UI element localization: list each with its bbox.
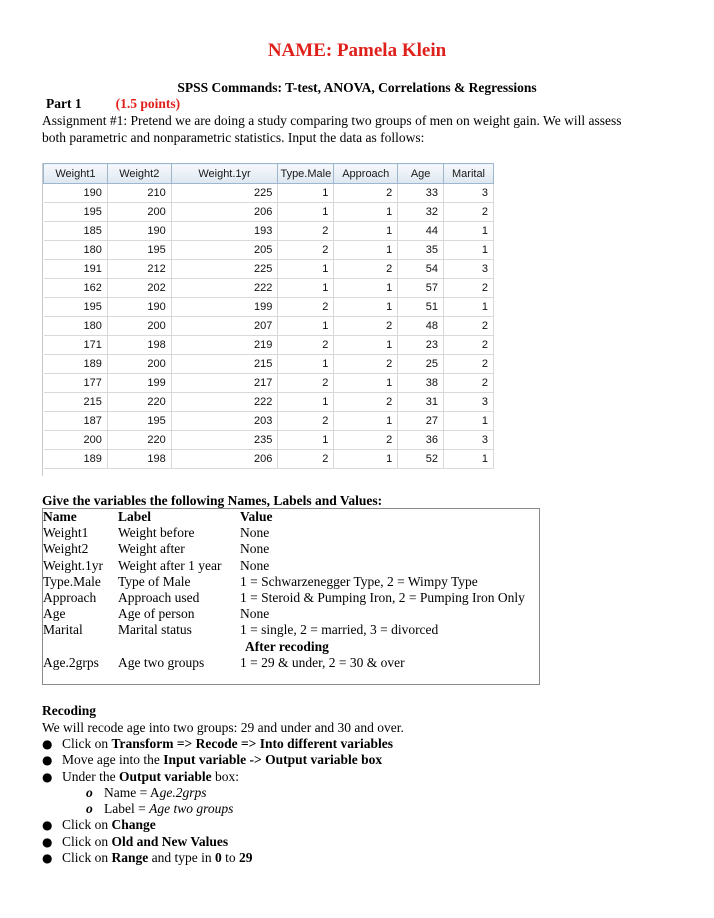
table-cell: 205 <box>171 241 278 260</box>
table-cell: Age.2grps <box>43 654 99 670</box>
table-cell: 1 <box>444 412 494 431</box>
table-cell: 191 <box>44 260 108 279</box>
table-cell: 195 <box>44 203 108 222</box>
table-cell: 171 <box>44 336 108 355</box>
table-cell: 23 <box>398 336 444 355</box>
table-cell: 1 = Steroid & Pumping Iron, 2 = Pumping Iron Only <box>240 590 525 606</box>
column-header: Weight.1yr <box>171 164 278 184</box>
table-cell: 1 = single, 2 = married, 3 = divorced <box>240 622 439 638</box>
list-item: ● Click on Old and New Values <box>42 834 393 850</box>
table-cell: 190 <box>107 222 171 241</box>
table-cell: 2 <box>444 336 494 355</box>
table-cell: 2 <box>334 260 398 279</box>
table-cell: 200 <box>107 317 171 336</box>
table-cell: None <box>240 557 270 573</box>
table-cell: 44 <box>398 222 444 241</box>
table-row <box>44 241 494 260</box>
column-header: Marital <box>444 164 494 184</box>
recoding-intro: We will recode age into two groups: 29 and under and 30 and over. <box>42 720 404 735</box>
table-cell: None <box>240 541 270 557</box>
table-cell: None <box>240 606 270 622</box>
header-name: Name <box>43 509 77 524</box>
table-cell: 1 <box>334 241 398 260</box>
list-item: ● Click on Range and type in 0 to 29 <box>42 850 393 866</box>
table-cell: 2 <box>334 393 398 412</box>
table-cell: 2 <box>444 374 494 393</box>
table-cell: 1 <box>334 222 398 241</box>
table-cell: 198 <box>107 450 171 469</box>
table-cell: 193 <box>171 222 278 241</box>
table-cell: 1 <box>334 203 398 222</box>
table-cell: 1 <box>278 203 334 222</box>
table-cell: 2 <box>278 241 334 260</box>
table-cell: 235 <box>171 431 278 450</box>
spss-table <box>43 163 494 469</box>
table-cell: 1 = 29 & under, 2 = 30 & over <box>240 654 405 670</box>
page-title: NAME: Pamela Klein <box>267 40 447 61</box>
table-row <box>44 260 494 279</box>
table-cell: 198 <box>107 336 171 355</box>
table-cell: 33 <box>398 184 444 203</box>
table-row <box>44 450 494 469</box>
table-cell: 1 <box>334 450 398 469</box>
column-header: Weight1 <box>44 164 108 184</box>
table-row <box>43 525 539 541</box>
table-cell: 220 <box>107 393 171 412</box>
table-cell: 36 <box>398 431 444 450</box>
list-subitem: o Name = Age.2grps <box>42 785 393 801</box>
table-cell: 222 <box>171 279 278 298</box>
table-cell: 190 <box>107 298 171 317</box>
table-cell: Weight.1yr <box>43 557 104 573</box>
table-cell: 190 <box>44 184 108 203</box>
table-cell: 200 <box>107 355 171 374</box>
table-cell: Approach used <box>118 590 200 606</box>
table-cell: 1 <box>334 412 398 431</box>
table-cell: 185 <box>44 222 108 241</box>
table-cell: 225 <box>171 260 278 279</box>
table-cell: Weight after 1 year <box>118 557 222 573</box>
table-cell: 31 <box>398 393 444 412</box>
table-cell: 57 <box>398 279 444 298</box>
table-cell: Weight after <box>118 541 185 557</box>
table-cell: 1 <box>278 355 334 374</box>
table-cell: 2 <box>444 355 494 374</box>
table-cell: 2 <box>444 203 494 222</box>
table-row <box>43 606 539 622</box>
list-item: ● Move age into the Input variable -> Output variable box <box>42 752 393 768</box>
table-cell: 222 <box>171 393 278 412</box>
table-cell: 189 <box>44 355 108 374</box>
table-cell: 54 <box>398 260 444 279</box>
table-cell: 1 <box>444 450 494 469</box>
table-cell: 1 = Schwarzenegger Type, 2 = Wimpy Type <box>240 573 478 589</box>
table-cell: 177 <box>44 374 108 393</box>
table-cell: 2 <box>444 317 494 336</box>
table-cell: Weight1 <box>43 525 89 541</box>
table-cell: 1 <box>444 298 494 317</box>
table-row <box>43 574 539 590</box>
table-cell: 38 <box>398 374 444 393</box>
table-cell: 48 <box>398 317 444 336</box>
document-subtitle: SPSS Commands: T-test, ANOVA, Correlations & Regressions <box>177 80 537 95</box>
table-cell: 219 <box>171 336 278 355</box>
table-cell: 1 <box>444 241 494 260</box>
table-cell: 200 <box>107 203 171 222</box>
table-row <box>44 184 494 203</box>
table-cell: 1 <box>444 222 494 241</box>
table-cell: Weight2 <box>43 541 89 557</box>
list-item: ● Under the Output variable box: <box>42 769 393 785</box>
table-cell: 3 <box>444 393 494 412</box>
table-cell: 1 <box>278 184 334 203</box>
table-cell: 225 <box>171 184 278 203</box>
table-cell: 2 <box>278 450 334 469</box>
table-row <box>44 317 494 336</box>
table-cell: 202 <box>107 279 171 298</box>
table-cell: Age of person <box>118 606 195 622</box>
header-value: Value <box>240 509 273 524</box>
variables-heading: Give the variables the following Names, Labels and Values: <box>42 493 383 508</box>
table-cell: 2 <box>278 298 334 317</box>
table-row <box>44 203 494 222</box>
table-cell: 35 <box>398 241 444 260</box>
table-cell: 215 <box>44 393 108 412</box>
table-row <box>43 590 539 606</box>
table-cell: Age two groups <box>118 654 205 670</box>
table-cell: 1 <box>278 317 334 336</box>
list-item: ● Click on Change <box>42 817 393 833</box>
table-cell: 2 <box>278 374 334 393</box>
table-cell: 1 <box>278 260 334 279</box>
table-cell: 189 <box>44 450 108 469</box>
table-cell: 27 <box>398 412 444 431</box>
table-cell: 52 <box>398 450 444 469</box>
table-cell: 212 <box>107 260 171 279</box>
table-cell: 207 <box>171 317 278 336</box>
table-row <box>43 541 539 557</box>
list-subitem: o Label = Age two groups <box>42 801 393 817</box>
table-row <box>43 655 539 671</box>
table-cell: 2 <box>444 279 494 298</box>
table-cell: 195 <box>44 298 108 317</box>
table-row <box>44 412 494 431</box>
table-cell: Type of Male <box>118 573 191 589</box>
table-cell: 1 <box>334 298 398 317</box>
table-cell: 206 <box>171 203 278 222</box>
table-cell: 206 <box>171 450 278 469</box>
table-cell <box>43 639 118 655</box>
table-cell: Approach <box>43 590 97 606</box>
table-cell: None <box>240 525 270 541</box>
assignment-line-1: Assignment #1: Pretend we are doing a study comparing two groups of men on weight gain. We will assess <box>42 113 622 128</box>
table-cell: 2 <box>334 355 398 374</box>
table-cell: 195 <box>107 241 171 260</box>
table-cell: 1 <box>334 374 398 393</box>
table-cell: Age <box>43 606 66 622</box>
table-row <box>44 336 494 355</box>
table-cell: 187 <box>44 412 108 431</box>
table-cell: 32 <box>398 203 444 222</box>
table-cell: 3 <box>444 431 494 450</box>
table-cell: Type.Male <box>43 573 101 589</box>
header-label: Label <box>118 509 152 524</box>
table-cell: 199 <box>107 374 171 393</box>
part-heading <box>46 96 180 112</box>
table-row <box>44 279 494 298</box>
table-cell: 203 <box>171 412 278 431</box>
variables-table <box>42 508 540 685</box>
table-row <box>44 298 494 317</box>
table-cell: 25 <box>398 355 444 374</box>
column-header: Age <box>398 164 444 184</box>
table-cell: 180 <box>44 241 108 260</box>
table-cell: 199 <box>171 298 278 317</box>
list-item: ● Click on Transform => Recode => Into different variables <box>42 736 393 752</box>
table-cell: 1 <box>278 393 334 412</box>
table-row <box>44 431 494 450</box>
table-cell: Weight before <box>118 525 195 541</box>
table-row <box>43 558 539 574</box>
recoding-heading: Recoding <box>42 703 96 718</box>
table-cell: 2 <box>334 431 398 450</box>
table-cell: 1 <box>334 279 398 298</box>
table-row <box>43 622 539 638</box>
table-cell: 3 <box>444 184 494 203</box>
recoding-steps <box>42 736 393 866</box>
part-label: Part 1 <box>46 96 82 111</box>
table-row <box>44 393 494 412</box>
assignment-paragraph <box>42 112 682 146</box>
after-recoding-label: After recoding <box>245 638 329 654</box>
table-cell: 2 <box>278 412 334 431</box>
table-cell: 215 <box>171 355 278 374</box>
table-cell: 162 <box>44 279 108 298</box>
assignment-line-2: both parametric and nonparametric statistics. Input the data as follows: <box>42 130 425 145</box>
column-header: Type.Male <box>278 164 334 184</box>
table-cell: 2 <box>334 317 398 336</box>
column-header: Approach <box>334 164 398 184</box>
table-cell: 217 <box>171 374 278 393</box>
table-cell: 200 <box>44 431 108 450</box>
table-row <box>44 355 494 374</box>
after-recoding-row <box>43 639 539 655</box>
table-cell: 2 <box>278 222 334 241</box>
column-header: Weight2 <box>107 164 171 184</box>
spss-data-grid <box>42 163 494 476</box>
table-cell: Marital status <box>118 622 192 638</box>
table-cell: 3 <box>444 260 494 279</box>
table-cell: 1 <box>278 431 334 450</box>
part-points: (1.5 points) <box>115 96 181 111</box>
table-cell: 180 <box>44 317 108 336</box>
table-row <box>44 374 494 393</box>
table-cell: 1 <box>278 279 334 298</box>
table-cell: 2 <box>278 336 334 355</box>
table-cell <box>118 639 240 655</box>
table-cell: 51 <box>398 298 444 317</box>
table-row <box>44 222 494 241</box>
table-cell: 210 <box>107 184 171 203</box>
table-cell: 220 <box>107 431 171 450</box>
variables-header-row <box>43 509 539 525</box>
table-cell: 1 <box>334 336 398 355</box>
table-cell: Marital <box>43 622 83 638</box>
table-cell: 195 <box>107 412 171 431</box>
table-cell: 2 <box>334 184 398 203</box>
